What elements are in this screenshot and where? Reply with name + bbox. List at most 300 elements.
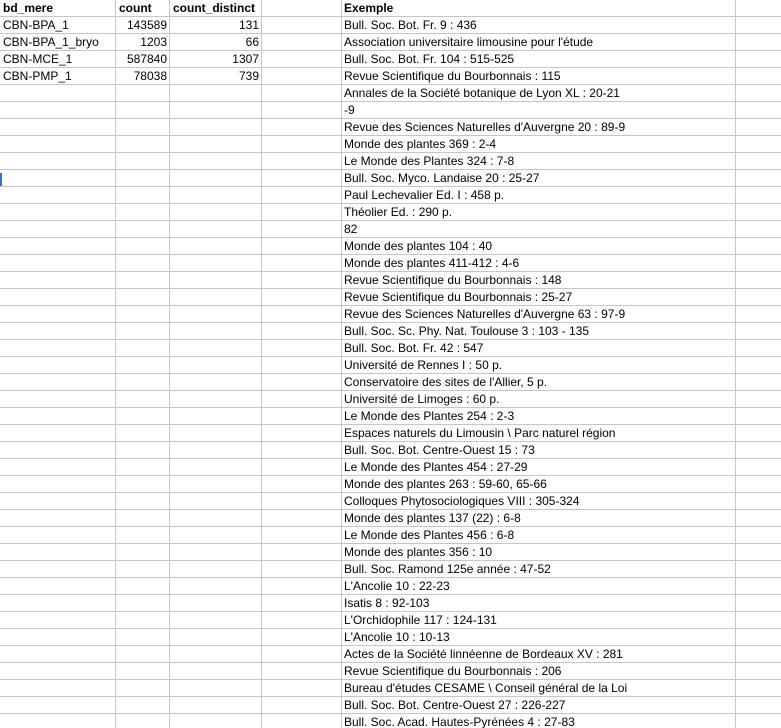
cell-count-distinct[interactable] (170, 544, 262, 560)
cell-count[interactable] (116, 612, 170, 628)
cell-empty[interactable] (262, 17, 342, 33)
table-row (0, 289, 781, 306)
cell-count[interactable] (116, 561, 170, 577)
cell-empty[interactable] (736, 272, 781, 288)
table-row (0, 255, 781, 272)
cell-empty[interactable] (262, 204, 342, 220)
cell-bd-mere[interactable] (0, 459, 116, 475)
cell-empty[interactable] (736, 629, 781, 645)
cell-empty[interactable] (262, 340, 342, 356)
cell-exemple[interactable]: Bull. Soc. Bot. Centre-Ouest 27 : 226-227 (342, 697, 736, 713)
cell-bd-mere[interactable] (0, 561, 116, 577)
cell-count[interactable] (116, 510, 170, 526)
table-row (0, 510, 781, 527)
cell-empty[interactable] (262, 578, 342, 594)
table-row (0, 51, 781, 68)
cell-count-distinct[interactable] (170, 85, 262, 101)
cell-bd-mere[interactable] (0, 680, 116, 696)
table-row (0, 340, 781, 357)
cell-bd-mere[interactable] (0, 102, 116, 118)
cell-empty[interactable] (262, 629, 342, 645)
cell-count-distinct[interactable] (170, 680, 262, 696)
table-row (0, 680, 781, 697)
cell-exemple[interactable]: Monde des plantes 411-412 : 4-6 (342, 255, 736, 271)
cell-count[interactable] (116, 153, 170, 169)
cell-exemple[interactable]: Université de Rennes I : 50 p. (342, 357, 736, 373)
table-row (0, 493, 781, 510)
cell-exemple[interactable]: Revue des Sciences Naturelles d'Auvergne 20 : 89-9 (342, 119, 736, 135)
table-row (0, 476, 781, 493)
cell-count[interactable] (116, 374, 170, 390)
cell-empty[interactable] (736, 459, 781, 475)
cell-count-distinct[interactable] (170, 221, 262, 237)
cell-count[interactable] (116, 306, 170, 322)
cell-count[interactable] (116, 204, 170, 220)
cell-empty[interactable] (262, 170, 342, 186)
cell-bd-mere[interactable] (0, 187, 116, 203)
cell-empty[interactable] (262, 238, 342, 254)
cell-bd-mere[interactable] (0, 374, 116, 390)
cell-count-distinct[interactable] (170, 578, 262, 594)
cell-bd-mere[interactable] (0, 578, 116, 594)
cell-bd-mere[interactable] (0, 255, 116, 271)
cell-bd-mere[interactable] (0, 323, 116, 339)
table-row (0, 374, 781, 391)
cell-bd-mere[interactable] (0, 493, 116, 509)
cell-exemple[interactable]: Le Monde des Plantes 254 : 2-3 (342, 408, 736, 424)
cell-bd-mere[interactable] (0, 510, 116, 526)
cell-bd-mere[interactable] (0, 544, 116, 560)
cell-exemple[interactable]: Bureau d'études CESAME \ Conseil général de la Loi (342, 680, 736, 696)
cell-count-distinct[interactable] (170, 561, 262, 577)
cell-count-distinct[interactable] (170, 136, 262, 152)
cell-empty[interactable] (262, 272, 342, 288)
cell-count-distinct[interactable] (170, 425, 262, 441)
cell-empty[interactable] (736, 442, 781, 458)
cell-count-distinct[interactable] (170, 255, 262, 271)
cell-count[interactable] (116, 425, 170, 441)
header-empty-cell[interactable] (262, 0, 342, 16)
table-row (0, 646, 781, 663)
cell-empty[interactable] (736, 425, 781, 441)
cell-empty[interactable] (736, 187, 781, 203)
cell-empty[interactable] (262, 323, 342, 339)
cell-count-distinct[interactable]: 739 (170, 68, 262, 84)
cell-empty[interactable] (736, 323, 781, 339)
cell-exemple[interactable]: Théolier Ed. : 290 p. (342, 204, 736, 220)
cell-empty[interactable] (262, 102, 342, 118)
cell-count[interactable] (116, 170, 170, 186)
cell-empty[interactable] (736, 697, 781, 713)
header-exemple[interactable]: Exemple (342, 0, 736, 16)
cell-count[interactable] (116, 680, 170, 696)
cell-bd-mere[interactable] (0, 663, 116, 679)
cell-count[interactable] (116, 595, 170, 611)
table-row (0, 459, 781, 476)
cell-count-distinct[interactable] (170, 204, 262, 220)
cell-count-distinct[interactable] (170, 374, 262, 390)
cell-empty[interactable] (262, 527, 342, 543)
table-row (0, 153, 781, 170)
cell-exemple[interactable]: Annales de la Société botanique de Lyon XL : 20-21 (342, 85, 736, 101)
cell-count-distinct[interactable] (170, 442, 262, 458)
cell-exemple[interactable]: Revue des Sciences Naturelles d'Auvergne 63 : 97-9 (342, 306, 736, 322)
table-row (0, 357, 781, 374)
cell-empty[interactable] (262, 459, 342, 475)
cell-empty[interactable] (736, 493, 781, 509)
cell-empty[interactable] (262, 544, 342, 560)
table-row (0, 68, 781, 85)
cell-count-distinct[interactable] (170, 646, 262, 662)
cell-empty[interactable] (262, 255, 342, 271)
cell-exemple[interactable]: Revue Scientifique du Bourbonnais : 148 (342, 272, 736, 288)
cell-exemple[interactable]: L'Ancolie 10 : 22-23 (342, 578, 736, 594)
table-row (0, 612, 781, 629)
cell-exemple[interactable]: -9 (342, 102, 736, 118)
cell-empty[interactable] (736, 255, 781, 271)
cell-count[interactable]: 78038 (116, 68, 170, 84)
cell-count-distinct[interactable] (170, 323, 262, 339)
table-row (0, 119, 781, 136)
header-row (0, 0, 781, 17)
cell-count-distinct[interactable] (170, 629, 262, 645)
cell-count[interactable] (116, 646, 170, 662)
cell-empty[interactable] (736, 391, 781, 407)
cell-bd-mere[interactable] (0, 170, 116, 186)
cell-count[interactable]: 587840 (116, 51, 170, 67)
table-row (0, 102, 781, 119)
header-bd-mere[interactable]: bd_mere (0, 0, 116, 16)
table-row (0, 17, 781, 34)
header-count-distinct[interactable]: count_distinct (170, 0, 262, 16)
cell-exemple[interactable]: Actes de la Société linnéenne de Bordeaux XV : 281 (342, 646, 736, 662)
table-row (0, 578, 781, 595)
header-empty-cell[interactable] (736, 0, 781, 16)
cell-empty[interactable] (736, 238, 781, 254)
cell-empty[interactable] (736, 408, 781, 424)
cell-empty[interactable] (736, 714, 781, 728)
table-row (0, 663, 781, 680)
cell-bd-mere[interactable] (0, 272, 116, 288)
cell-exemple[interactable]: Monde des plantes 104 : 40 (342, 238, 736, 254)
cell-bd-mere[interactable] (0, 221, 116, 237)
cell-empty[interactable] (736, 102, 781, 118)
cell-count[interactable] (116, 323, 170, 339)
cell-count-distinct[interactable] (170, 119, 262, 135)
table-row (0, 561, 781, 578)
cell-exemple[interactable]: Bull. Soc. Bot. Fr. 104 : 515-525 (342, 51, 736, 67)
table-row (0, 323, 781, 340)
table-row (0, 221, 781, 238)
cell-empty[interactable] (262, 119, 342, 135)
cell-empty[interactable] (736, 68, 781, 84)
cell-empty[interactable] (262, 476, 342, 492)
cell-empty[interactable] (262, 510, 342, 526)
cell-empty[interactable] (262, 34, 342, 50)
cell-bd-mere[interactable] (0, 119, 116, 135)
cell-exemple[interactable]: Monde des plantes 356 : 10 (342, 544, 736, 560)
table-row (0, 629, 781, 646)
cell-empty[interactable] (262, 697, 342, 713)
header-count[interactable]: count (116, 0, 170, 16)
cell-bd-mere[interactable]: CBN-BPA_1 (0, 17, 116, 33)
cell-count[interactable] (116, 391, 170, 407)
cell-count-distinct[interactable] (170, 357, 262, 373)
cell-exemple[interactable]: Revue Scientifique du Bourbonnais : 206 (342, 663, 736, 679)
table-row (0, 306, 781, 323)
cell-bd-mere[interactable] (0, 714, 116, 728)
cell-empty[interactable] (736, 85, 781, 101)
cell-bd-mere[interactable] (0, 697, 116, 713)
cell-empty[interactable] (262, 391, 342, 407)
cell-count-distinct[interactable] (170, 238, 262, 254)
cell-count-distinct[interactable] (170, 153, 262, 169)
cell-count-distinct[interactable]: 131 (170, 17, 262, 33)
cell-empty[interactable] (262, 357, 342, 373)
cell-count[interactable] (116, 102, 170, 118)
cell-exemple[interactable]: Monde des plantes 137 (22) : 6-8 (342, 510, 736, 526)
cell-count[interactable] (116, 408, 170, 424)
cell-count[interactable] (116, 187, 170, 203)
table-row (0, 272, 781, 289)
cell-count-distinct[interactable] (170, 391, 262, 407)
cell-count-distinct[interactable] (170, 510, 262, 526)
cell-count[interactable] (116, 221, 170, 237)
cell-count-distinct[interactable] (170, 289, 262, 305)
cell-count-distinct[interactable]: 1307 (170, 51, 262, 67)
cell-bd-mere[interactable] (0, 527, 116, 543)
cell-bd-mere[interactable] (0, 153, 116, 169)
cell-empty[interactable] (262, 425, 342, 441)
cell-empty[interactable] (736, 170, 781, 186)
cell-count[interactable] (116, 459, 170, 475)
table-row (0, 425, 781, 442)
cell-count[interactable] (116, 238, 170, 254)
cell-empty[interactable] (262, 612, 342, 628)
cell-exemple[interactable]: Le Monde des Plantes 324 : 7-8 (342, 153, 736, 169)
cell-empty[interactable] (262, 68, 342, 84)
cell-count[interactable] (116, 476, 170, 492)
cell-count[interactable] (116, 340, 170, 356)
cell-exemple[interactable]: Revue Scientifique du Bourbonnais : 115 (342, 68, 736, 84)
cell-bd-mere[interactable] (0, 136, 116, 152)
table-row (0, 527, 781, 544)
cell-count-distinct[interactable] (170, 170, 262, 186)
cell-empty[interactable] (736, 595, 781, 611)
cell-bd-mere[interactable] (0, 289, 116, 305)
cell-empty[interactable] (262, 221, 342, 237)
cell-count-distinct[interactable] (170, 697, 262, 713)
cell-count[interactable] (116, 544, 170, 560)
cell-exemple[interactable]: Espaces naturels du Limousin \ Parc naturel région (342, 425, 736, 441)
cell-bd-mere[interactable] (0, 629, 116, 645)
cell-count[interactable] (116, 493, 170, 509)
cell-count-distinct[interactable] (170, 272, 262, 288)
cell-empty[interactable] (736, 646, 781, 662)
cell-count[interactable] (116, 714, 170, 728)
cell-empty[interactable] (736, 578, 781, 594)
cell-count-distinct[interactable] (170, 187, 262, 203)
cell-empty[interactable] (736, 17, 781, 33)
cell-empty[interactable] (736, 221, 781, 237)
table-row (0, 544, 781, 561)
cell-count-distinct[interactable] (170, 102, 262, 118)
cell-empty[interactable] (736, 374, 781, 390)
cell-empty[interactable] (262, 442, 342, 458)
cell-bd-mere[interactable]: CBN-PMP_1 (0, 68, 116, 84)
table-row (0, 204, 781, 221)
cell-exemple[interactable]: Le Monde des Plantes 456 : 6-8 (342, 527, 736, 543)
cell-count[interactable] (116, 442, 170, 458)
cell-exemple[interactable]: Le Monde des Plantes 454 : 27-29 (342, 459, 736, 475)
cell-empty[interactable] (262, 51, 342, 67)
cell-count[interactable] (116, 272, 170, 288)
cell-exemple[interactable]: Bull. Soc. Bot. Fr. 9 : 436 (342, 17, 736, 33)
cell-exemple[interactable]: Bull. Soc. Ramond 125e année : 47-52 (342, 561, 736, 577)
cell-empty[interactable] (736, 153, 781, 169)
table-row (0, 442, 781, 459)
table-row (0, 697, 781, 714)
cell-bd-mere[interactable] (0, 204, 116, 220)
cell-empty[interactable] (736, 663, 781, 679)
cell-exemple[interactable]: Bull. Soc. Bot. Centre-Ouest 15 : 73 (342, 442, 736, 458)
cell-exemple[interactable]: Bull. Soc. Bot. Fr. 42 : 547 (342, 340, 736, 356)
cell-count[interactable] (116, 578, 170, 594)
cell-empty[interactable] (262, 561, 342, 577)
cell-count-distinct[interactable]: 66 (170, 34, 262, 50)
cell-bd-mere[interactable] (0, 476, 116, 492)
table-row (0, 170, 781, 187)
cell-empty[interactable] (736, 527, 781, 543)
table-row (0, 136, 781, 153)
cell-empty[interactable] (736, 340, 781, 356)
table-row (0, 408, 781, 425)
cell-count-distinct[interactable] (170, 493, 262, 509)
cell-count[interactable] (116, 119, 170, 135)
cell-count-distinct[interactable] (170, 306, 262, 322)
cell-empty[interactable] (262, 663, 342, 679)
table-row (0, 714, 781, 728)
cell-count-distinct[interactable] (170, 595, 262, 611)
cell-count[interactable] (116, 85, 170, 101)
cell-count[interactable] (116, 357, 170, 373)
cell-exemple[interactable]: Bull. Soc. Myco. Landaise 20 : 25-27 (342, 170, 736, 186)
cell-exemple[interactable]: Isatis 8 : 92-103 (342, 595, 736, 611)
cell-empty[interactable] (736, 51, 781, 67)
cell-empty[interactable] (736, 561, 781, 577)
cell-count-distinct[interactable] (170, 714, 262, 728)
cell-empty[interactable] (736, 612, 781, 628)
cell-count-distinct[interactable] (170, 340, 262, 356)
cell-empty[interactable] (262, 289, 342, 305)
cell-bd-mere[interactable] (0, 612, 116, 628)
cell-empty[interactable] (736, 34, 781, 50)
cell-bd-mere[interactable] (0, 391, 116, 407)
cell-exemple[interactable]: Bull. Soc. Acad. Hautes-Pyrénées 4 : 27-83 (342, 714, 736, 728)
cell-count[interactable] (116, 527, 170, 543)
cell-empty[interactable] (262, 136, 342, 152)
cell-empty[interactable] (262, 187, 342, 203)
table-row (0, 85, 781, 102)
cell-count[interactable]: 143589 (116, 17, 170, 33)
cell-empty[interactable] (736, 136, 781, 152)
cell-empty[interactable] (262, 408, 342, 424)
cell-bd-mere[interactable] (0, 357, 116, 373)
cell-empty[interactable] (262, 374, 342, 390)
cell-empty[interactable] (262, 493, 342, 509)
cell-empty[interactable] (262, 595, 342, 611)
cell-count[interactable] (116, 697, 170, 713)
cell-count[interactable] (116, 289, 170, 305)
cell-exemple[interactable]: L'Orchidophile 117 : 124-131 (342, 612, 736, 628)
cell-count-distinct[interactable] (170, 476, 262, 492)
cell-empty[interactable] (262, 680, 342, 696)
cell-bd-mere[interactable] (0, 85, 116, 101)
cell-count[interactable]: 1203 (116, 34, 170, 50)
cell-empty[interactable] (736, 204, 781, 220)
cell-empty[interactable] (736, 357, 781, 373)
cell-exemple[interactable]: Colloques Phytosociologiques VIII : 305-324 (342, 493, 736, 509)
cell-exemple[interactable]: Bull. Soc. Sc. Phy. Nat. Toulouse 3 : 103 - 135 (342, 323, 736, 339)
cell-empty[interactable] (736, 680, 781, 696)
table-row (0, 595, 781, 612)
cell-bd-mere[interactable] (0, 646, 116, 662)
cell-exemple[interactable]: Monde des plantes 369 : 2-4 (342, 136, 736, 152)
cell-empty[interactable] (736, 476, 781, 492)
cell-empty[interactable] (262, 85, 342, 101)
cell-exemple[interactable]: Université de Limoges : 60 p. (342, 391, 736, 407)
cell-empty[interactable] (262, 646, 342, 662)
cell-exemple[interactable]: Monde des plantes 263 : 59-60, 65-66 (342, 476, 736, 492)
cell-count-distinct[interactable] (170, 612, 262, 628)
table-row (0, 391, 781, 408)
cell-bd-mere[interactable] (0, 340, 116, 356)
cell-bd-mere[interactable] (0, 595, 116, 611)
cell-exemple[interactable]: Association universitaire limousine pour l'étude (342, 34, 736, 50)
cell-empty[interactable] (262, 153, 342, 169)
cell-empty[interactable] (736, 289, 781, 305)
cell-exemple[interactable]: Paul Lechevalier Ed. I : 458 p. (342, 187, 736, 203)
cell-count-distinct[interactable] (170, 527, 262, 543)
cell-exemple[interactable]: L'Ancolie 10 : 10-13 (342, 629, 736, 645)
cell-count[interactable] (116, 136, 170, 152)
cell-bd-mere[interactable] (0, 442, 116, 458)
table-row (0, 34, 781, 51)
cell-empty[interactable] (736, 119, 781, 135)
cell-empty[interactable] (736, 544, 781, 560)
cell-count-distinct[interactable] (170, 663, 262, 679)
cell-empty[interactable] (262, 714, 342, 728)
cell-bd-mere[interactable] (0, 425, 116, 441)
cell-bd-mere[interactable] (0, 238, 116, 254)
cell-bd-mere[interactable]: CBN-BPA_1_bryo (0, 34, 116, 50)
cell-exemple[interactable]: Conservatoire des sites de l'Allier, 5 p. (342, 374, 736, 390)
table-row (0, 238, 781, 255)
cell-bd-mere[interactable] (0, 306, 116, 322)
cell-empty[interactable] (262, 306, 342, 322)
cell-empty[interactable] (736, 510, 781, 526)
cell-count-distinct[interactable] (170, 408, 262, 424)
cell-bd-mere[interactable]: CBN-MCE_1 (0, 51, 116, 67)
cell-exemple[interactable]: 82 (342, 221, 736, 237)
cell-empty[interactable] (736, 306, 781, 322)
cell-bd-mere[interactable] (0, 408, 116, 424)
cell-exemple[interactable]: Revue Scientifique du Bourbonnais : 25-27 (342, 289, 736, 305)
cell-count[interactable] (116, 663, 170, 679)
cell-count[interactable] (116, 255, 170, 271)
cell-count[interactable] (116, 629, 170, 645)
cell-count-distinct[interactable] (170, 459, 262, 475)
